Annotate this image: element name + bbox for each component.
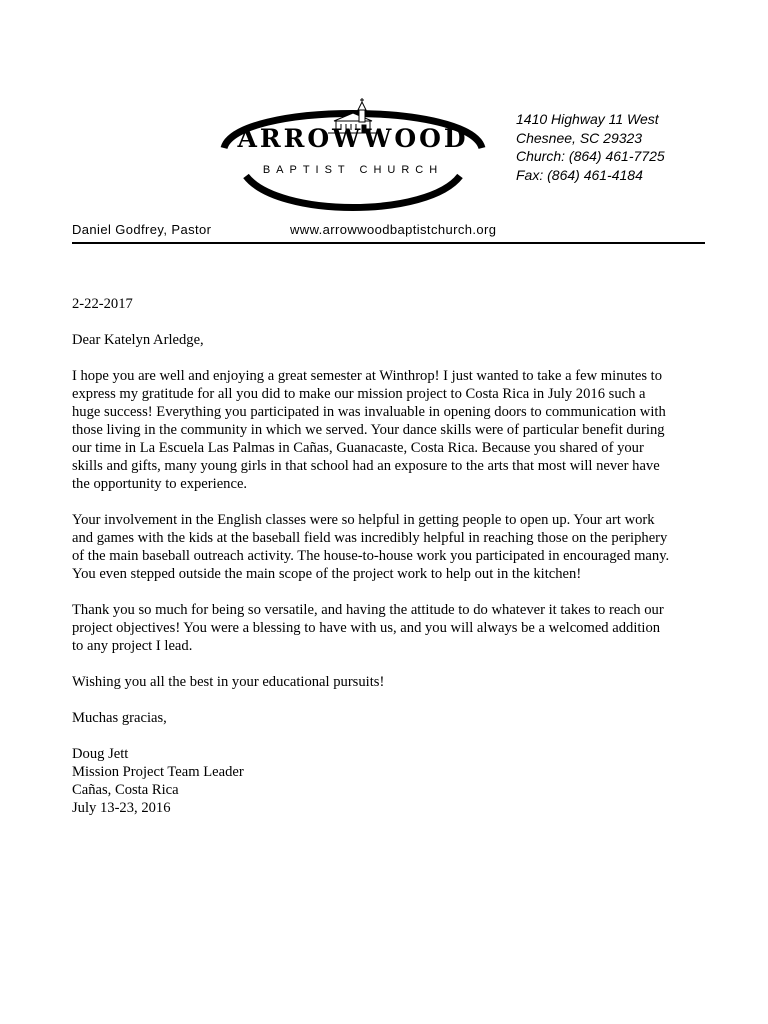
church-phone: Church: (864) 461-7725 — [516, 148, 665, 164]
paragraph-1 — [72, 367, 712, 493]
church-address — [516, 110, 716, 184]
text-line: You even stepped outside the main scope of the project work to help out in the kitchen! — [72, 566, 582, 582]
text-line: and games with the kids at the baseball field was incredibly helpful in reaching those on the periphery — [72, 530, 668, 546]
signature-block — [72, 745, 712, 817]
letterhead-divider — [72, 242, 705, 244]
text-line: Thank you so much for being so versatile, and having the attitude to do whatever it takes to reach our — [72, 602, 664, 618]
logo-name: ARROWWOOD — [237, 124, 469, 153]
spacer — [72, 727, 712, 745]
closing: Muchas gracias, — [72, 710, 167, 726]
spacer — [72, 583, 712, 601]
text-line: I hope you are well and enjoying a great semester at Winthrop! I just wanted to take a few minutes to — [72, 368, 663, 384]
letter-body — [72, 295, 712, 817]
paragraph-2 — [72, 511, 712, 583]
text-line: the opportunity to experience. — [72, 476, 248, 492]
signer-dates: July 13-23, 2016 — [72, 800, 171, 816]
spacer — [72, 691, 712, 709]
signer-location: Cañas, Costa Rica — [72, 782, 179, 798]
text-line: Wishing you all the best in your educational pursuits! — [72, 674, 385, 690]
address-street: 1410 Highway 11 West — [516, 111, 659, 127]
pastor-name: Daniel Godfrey, Pastor — [72, 222, 212, 237]
text-line: of the main baseball outreach activity. The house-to-house work you participated in encouraged many. — [72, 548, 670, 564]
text-line: to any project I lead. — [72, 638, 193, 654]
text-line: huge success! Everything you participated in was invaluable in opening doors to communication with — [72, 404, 666, 420]
text-line: skills and gifts, many young girls in that school had an exposure to the arts that most will never have — [72, 458, 660, 474]
paragraph-4 — [72, 673, 712, 691]
church-website: www.arrowwoodbaptistchurch.org — [290, 222, 497, 237]
address-city: Chesnee, SC 29323 — [516, 129, 643, 146]
spacer — [72, 655, 712, 673]
signer-title: Mission Project Team Leader — [72, 764, 244, 780]
text-line: project objectives! You were a blessing to have with us, and you will always be a welcomed addition — [72, 620, 661, 636]
logo-subtitle: BAPTIST CHURCH — [262, 164, 444, 176]
text-line: Your involvement in the English classes were so helpful in getting people to open up. Your art work — [72, 512, 655, 528]
salutation: Dear Katelyn Arledge, — [72, 332, 204, 348]
text-line: those living in the community in which we served. Your dance skills were of particular benefit during — [72, 422, 665, 438]
signer-name: Doug Jett — [72, 746, 129, 762]
church-fax: Fax: (864) 461-4184 — [516, 166, 643, 183]
letter-date: 2-22-2017 — [72, 296, 133, 312]
spacer — [72, 313, 712, 331]
paragraph-3 — [72, 601, 712, 655]
church-logo — [208, 90, 498, 214]
text-line: our time in La Escuela Las Palmas in Cañas, Guanacaste, Costa Rica. Because you shared of your — [72, 440, 644, 456]
spacer — [72, 349, 712, 367]
text-line: express my gratitude for all you did to make our mission project to Costa Rica in July 2016 such a — [72, 386, 646, 402]
spacer — [72, 493, 712, 511]
